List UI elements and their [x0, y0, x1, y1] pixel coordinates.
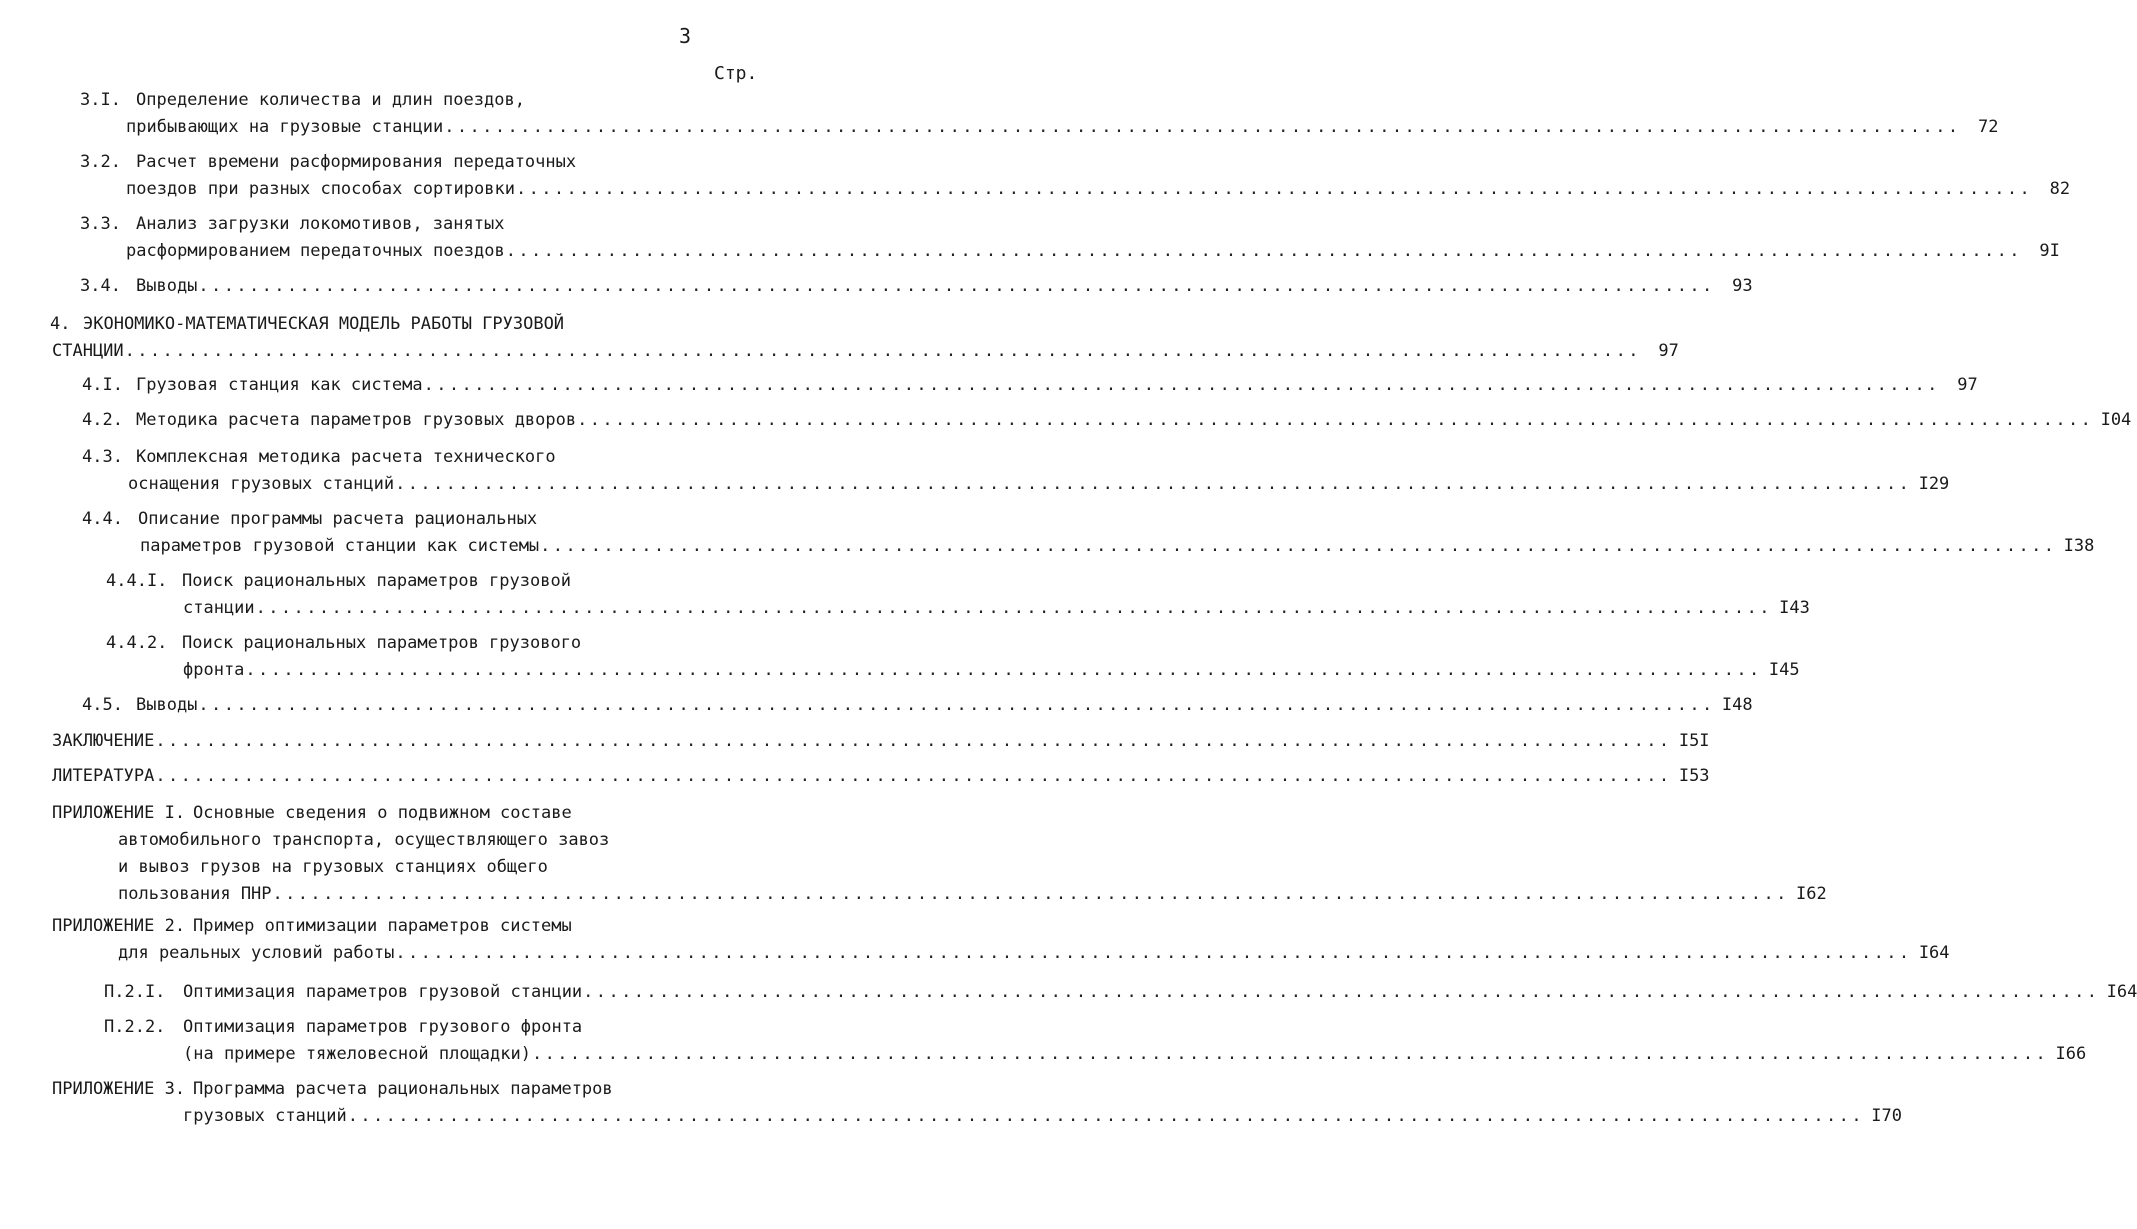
toc-entry-line-with-leader — [118, 942, 1950, 964]
dot-leader: ........................................................................................................................ — [395, 943, 1912, 963]
toc-entry-title-line: Оптимизация параметров грузового фронта — [183, 1017, 583, 1037]
toc-entry-number: 4.4. — [82, 509, 123, 529]
toc-entry-number: 4.3. — [82, 447, 123, 467]
toc-entry-line-with-leader — [140, 535, 2095, 557]
toc-entry-title-line: расформированием передаточных поездов — [126, 241, 505, 261]
toc-entry-title-line: Оптимизация параметров грузовой станции — [183, 982, 583, 1002]
toc-entry-number: 4.4.I. — [106, 571, 168, 591]
dot-leader: ........................................................................................................................ — [395, 474, 1912, 494]
toc-entry-title-line: оснащения грузовых станций — [128, 474, 395, 494]
toc-entry-page: I62 — [1796, 884, 1827, 904]
dot-leader: ........................................................................................................................ — [444, 117, 1961, 137]
toc-entry-page: 93 — [1732, 276, 1753, 296]
toc-entry-number: 4. — [50, 314, 71, 334]
dot-leader: ........................................................................................................................ — [198, 695, 1715, 715]
toc-entry-page: 97 — [1957, 375, 1978, 395]
toc-entry-title-line: пользования ПНР — [118, 884, 272, 904]
toc-entry-page: 9I — [2039, 241, 2060, 261]
toc-entry-title-line: Поиск рациональных параметров грузовой — [182, 571, 571, 591]
toc-entry-page: 82 — [2049, 179, 2071, 199]
toc-entry-number: П.2.2. — [104, 1017, 166, 1037]
toc-entry-title-line: Основные сведения о подвижном составе — [193, 803, 572, 823]
toc-entry-page: I43 — [1779, 598, 1810, 618]
toc-entry-title-line: ЛИТЕРАТУРА — [52, 766, 155, 786]
toc-entry-number: 4.I. — [82, 375, 123, 395]
dot-leader: ........................................................................................................................ — [272, 884, 1789, 904]
toc-entry-title-line: (на примере тяжеловесной площадки) — [183, 1044, 531, 1064]
toc-entry-page: 97 — [1658, 341, 1679, 361]
toc-entry-title-line: Программа расчета рациональных параметров — [193, 1079, 613, 1099]
toc-entry-number: 4.4.2. — [106, 633, 168, 653]
toc-entry-title-line: фронта — [183, 660, 245, 680]
dot-leader: ........................................................................................................................ — [505, 241, 2022, 261]
toc-entry-page: 72 — [1977, 117, 1999, 137]
toc-entry-line-with-leader — [136, 275, 1753, 297]
dot-leader: ........................................................................................................................ — [532, 1044, 2049, 1064]
dot-leader: ........................................................................................................................ — [423, 375, 1940, 395]
toc-entry-number: 3.3. — [80, 214, 121, 234]
toc-entry-number: 3.I. — [80, 90, 121, 110]
dot-leader: ........................................................................................................................ — [124, 341, 1641, 361]
dot-leader: ........................................................................................................................ — [540, 536, 2057, 556]
toc-entry-number: 3.2. — [80, 152, 121, 172]
page-column-header: Стр. — [714, 63, 758, 84]
dot-leader: ........................................................................................................................ — [255, 598, 1772, 618]
toc-entry-title-line: ЭКОНОМИКО-МАТЕМАТИЧЕСКАЯ МОДЕЛЬ РАБОТЫ ГРУЗОВОЙ — [83, 314, 565, 334]
toc-entry-page: I04 — [2100, 410, 2132, 430]
toc-entry-line-with-leader — [126, 240, 2060, 262]
toc-entry-title-line: прибывающих на грузовые станции — [126, 117, 444, 137]
toc-entry-title-line: автомобильного транспорта, осуществляющего завоз — [118, 830, 610, 850]
dot-leader: ........................................................................................................................ — [583, 982, 2100, 1002]
dot-leader: ........................................................................................................................ — [347, 1106, 1864, 1126]
dot-leader: ........................................................................................................................ — [515, 179, 2033, 199]
dot-leader: ........................................................................................................................ — [245, 660, 1762, 680]
toc-entry-title-line: и вывоз грузов на грузовых станциях общего — [118, 857, 548, 877]
toc-entry-page: I5I — [1678, 731, 1710, 751]
toc-entry-title-line: Выводы — [136, 276, 198, 296]
toc-entry-page: I48 — [1721, 695, 1753, 715]
toc-entry-line-with-leader — [183, 981, 2137, 1003]
toc-entry-line-with-leader — [52, 340, 1679, 362]
toc-entry-title-line: Методика расчета параметров грузовых дворов — [136, 410, 577, 430]
toc-entry-title-line: Грузовая станция как система — [136, 375, 423, 395]
toc-entry-title-line: Расчет времени расформирования передаточных — [136, 152, 577, 172]
toc-entry-page: I53 — [1678, 766, 1710, 786]
toc-entry-number: 4.5. — [82, 695, 123, 715]
toc-entry-line-with-leader — [126, 116, 1999, 138]
toc-entry-title-line: для реальных условий работы — [118, 943, 395, 963]
dot-leader: ........................................................................................................................ — [155, 731, 1672, 751]
toc-entry-page: I29 — [1918, 474, 1950, 494]
toc-entry-title-line: грузовых станций — [183, 1106, 347, 1126]
page-number: 3 — [679, 24, 692, 48]
toc-entry-line-with-leader — [183, 659, 1800, 681]
toc-entry-title-line: параметров грузовой станции как системы — [140, 536, 540, 556]
toc-entry-page: I38 — [2063, 536, 2095, 556]
toc-entry-title-line: Комплексная методика расчета технического — [136, 447, 556, 467]
dot-leader: ........................................................................................................................ — [198, 276, 1715, 296]
toc-entry-line-with-leader — [136, 409, 2132, 431]
toc-entry-title-line: Описание программы расчета рациональных — [138, 509, 538, 529]
toc-entry-number: ПРИЛОЖЕНИЕ I. — [52, 803, 186, 823]
toc-entry-number: 3.4. — [80, 276, 121, 296]
toc-entry-page: I64 — [1918, 943, 1950, 963]
toc-entry-title-line: СТАНЦИИ — [52, 341, 124, 361]
toc-entry-line-with-leader — [118, 883, 1827, 905]
toc-entry-line-with-leader — [183, 1043, 2087, 1065]
toc-entry-title-line: станции — [183, 598, 255, 618]
toc-entry-number: 4.2. — [82, 410, 123, 430]
toc-entry-title-line: Пример оптимизации параметров системы — [193, 916, 572, 936]
toc-entry-line-with-leader — [128, 473, 1950, 495]
dot-leader: ........................................................................................................................ — [155, 766, 1672, 786]
toc-entry-number: ПРИЛОЖЕНИЕ 3. — [52, 1079, 186, 1099]
toc-entry-page: I64 — [2106, 982, 2137, 1002]
toc-entry-number: ПРИЛОЖЕНИЕ 2. — [52, 916, 186, 936]
toc-entry-line-with-leader — [52, 730, 1710, 752]
toc-entry-line-with-leader — [126, 178, 2071, 200]
toc-entry-line-with-leader — [136, 374, 1978, 396]
toc-entry-title-line: Выводы — [136, 695, 198, 715]
toc-entry-title-line: Определение количества и длин поездов, — [136, 90, 525, 110]
toc-entry-page: I45 — [1768, 660, 1800, 680]
toc-entry-line-with-leader — [183, 597, 1810, 619]
toc-entry-title-line: Анализ загрузки локомотивов, занятых — [136, 214, 505, 234]
toc-entry-title-line: Поиск рациональных параметров грузового — [182, 633, 582, 653]
toc-entry-page: I66 — [2055, 1044, 2087, 1064]
toc-entry-line-with-leader — [136, 694, 1753, 716]
toc-entry-page: I70 — [1871, 1106, 1902, 1126]
toc-entry-line-with-leader — [52, 765, 1710, 787]
toc-entry-line-with-leader — [183, 1105, 1902, 1127]
toc-entry-number: П.2.I. — [104, 982, 166, 1002]
toc-entry-title-line: ЗАКЛЮЧЕНИЕ — [52, 731, 155, 751]
toc-entry-title-line: поездов при разных способах сортировки — [126, 179, 515, 199]
dot-leader: ........................................................................................................................ — [577, 410, 2094, 430]
